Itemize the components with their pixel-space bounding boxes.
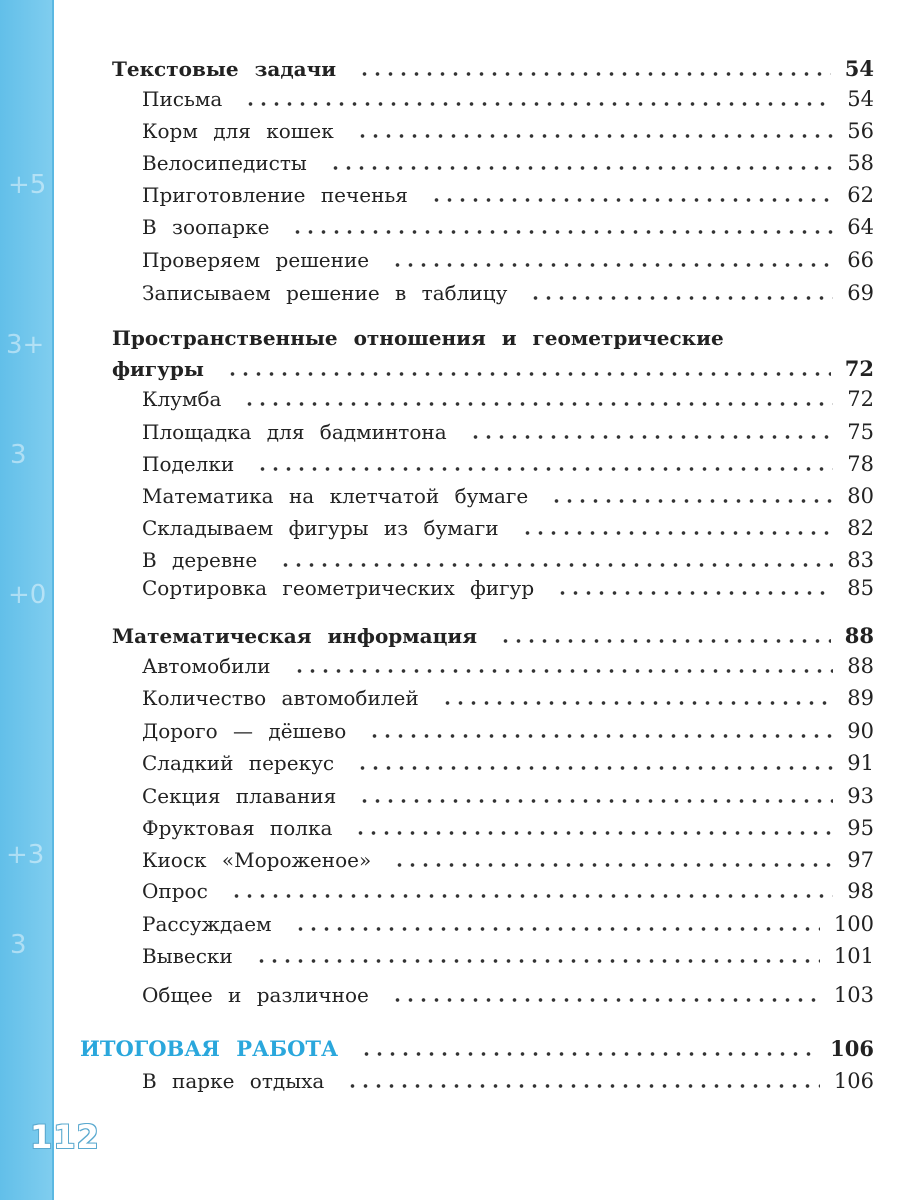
- toc-page-number: 64: [847, 215, 874, 239]
- toc-item[interactable]: [142, 281, 874, 305]
- toc-item-title: Рассуждаем: [142, 912, 272, 936]
- toc-item-title: В зоопарке: [142, 215, 270, 239]
- toc-item-title: В парке отдыха: [142, 1069, 325, 1093]
- toc-item[interactable]: [142, 848, 874, 872]
- strip-glyph: +0: [8, 580, 47, 610]
- toc-item[interactable]: [142, 119, 874, 143]
- toc-page-number: 54: [847, 87, 874, 111]
- toc-item[interactable]: [142, 215, 874, 239]
- toc-item-title: Сладкий перекус: [142, 751, 335, 775]
- dot-leader: [360, 1052, 816, 1056]
- toc-item[interactable]: [142, 983, 874, 1007]
- toc-item[interactable]: [142, 183, 874, 207]
- toc-section-text-problems[interactable]: [112, 56, 874, 81]
- toc-page-number: 101: [833, 944, 874, 968]
- toc-page-number: 97: [847, 848, 874, 872]
- toc-item-title: Автомобили: [142, 654, 271, 678]
- toc-item[interactable]: [142, 387, 874, 411]
- page-number: 112: [30, 1118, 100, 1156]
- toc-item-title: Фруктовая полка: [142, 816, 333, 840]
- dot-leader: [368, 734, 833, 738]
- dot-leader: [358, 72, 831, 76]
- toc-item-title: Площадка для бадминтона: [142, 420, 447, 444]
- toc-page-number: 80: [847, 484, 874, 508]
- toc-item-title: Киоск «Мороженое»: [142, 848, 372, 872]
- toc-page-number: 78: [847, 452, 874, 476]
- toc-section-title-line2: фигуры: [112, 357, 204, 381]
- toc-item[interactable]: [142, 1069, 874, 1093]
- toc-section-title: Математическая информация: [112, 624, 478, 648]
- toc-item-title: Поделки: [142, 452, 235, 476]
- dot-leader: [243, 402, 833, 406]
- dot-leader: [354, 831, 833, 835]
- toc-item[interactable]: [142, 816, 874, 840]
- toc-page-number: 98: [847, 879, 874, 903]
- toc-item-title: Вывески: [142, 944, 233, 968]
- toc-item[interactable]: [142, 912, 874, 936]
- strip-glyph: 3+: [6, 330, 45, 360]
- dot-leader: [358, 799, 833, 803]
- toc-page-number: 75: [847, 420, 874, 444]
- toc-item[interactable]: [142, 516, 874, 540]
- dot-leader: [550, 499, 833, 503]
- dot-leader: [469, 435, 834, 439]
- toc-page-number: 106: [830, 1036, 874, 1061]
- toc-item[interactable]: [142, 751, 874, 775]
- toc-item-title: Проверяем решение: [142, 248, 370, 272]
- dot-leader: [226, 372, 831, 376]
- toc-item[interactable]: [142, 151, 874, 175]
- toc-section-math-info[interactable]: [112, 623, 874, 648]
- toc-item-title: Секция плавания: [142, 784, 337, 808]
- strip-glyph: 3: [10, 930, 27, 960]
- toc-item-title: Количество автомобилей: [142, 686, 419, 710]
- toc-page-number: 100: [833, 912, 874, 936]
- toc-item[interactable]: [142, 248, 874, 272]
- toc-item-title: Письма: [142, 87, 223, 111]
- toc-page-number: 85: [847, 576, 874, 600]
- toc-section-title-line1: Пространственные отношения и геометрические: [112, 326, 724, 350]
- toc-page-number: 90: [847, 719, 874, 743]
- toc-item[interactable]: [142, 686, 874, 710]
- toc-page-number: 106: [833, 1069, 874, 1093]
- dot-leader: [329, 166, 833, 170]
- dot-leader: [391, 998, 820, 1002]
- toc-page-number: 88: [844, 623, 874, 648]
- toc-page-number: 62: [847, 183, 874, 207]
- toc-item-title: Складываем фигуры из бумаги: [142, 516, 499, 540]
- toc-item-title: Сортировка геометрических фигур: [142, 576, 535, 600]
- toc-item[interactable]: [142, 784, 874, 808]
- toc-item-title: Опрос: [142, 879, 208, 903]
- toc-item-title: В деревне: [142, 548, 258, 572]
- toc-item[interactable]: [142, 452, 874, 476]
- toc-item[interactable]: [142, 944, 874, 968]
- toc-page-number: 54: [844, 56, 874, 81]
- dot-leader: [393, 863, 833, 867]
- toc-page-number: 72: [844, 356, 874, 381]
- strip-glyph: 3: [10, 440, 27, 470]
- toc-item[interactable]: [142, 548, 874, 572]
- toc-item-title: Корм для кошек: [142, 119, 334, 143]
- toc-page-number: 66: [847, 248, 874, 272]
- toc-item-title: Велосипедисты: [142, 151, 307, 175]
- dot-leader: [430, 198, 833, 202]
- toc-item[interactable]: [142, 719, 874, 743]
- toc-page-number: 58: [847, 151, 874, 175]
- toc-section-final-test[interactable]: [80, 1036, 874, 1061]
- dot-leader: [279, 563, 833, 567]
- toc-item-title: Приготовление печенья: [142, 183, 408, 207]
- dot-leader: [256, 467, 833, 471]
- toc-item-title: Клумба: [142, 387, 222, 411]
- toc-page-number: 91: [847, 751, 874, 775]
- dot-leader: [556, 591, 833, 595]
- strip-glyph: +3: [6, 840, 45, 870]
- toc-page-number: 72: [847, 387, 874, 411]
- dot-leader: [441, 701, 834, 705]
- toc-page-number: 95: [847, 816, 874, 840]
- toc-page-number: 89: [847, 686, 874, 710]
- dot-leader: [291, 230, 833, 234]
- toc-item[interactable]: [142, 879, 874, 903]
- strip-glyph: +5: [8, 170, 47, 200]
- toc-item[interactable]: [142, 576, 874, 600]
- dot-leader: [255, 959, 820, 963]
- toc-item[interactable]: [142, 87, 874, 111]
- toc-item-title: Математика на клетчатой бумаге: [142, 484, 529, 508]
- toc-section-geometry[interactable]: [112, 356, 874, 381]
- toc-page-number: 93: [847, 784, 874, 808]
- dot-leader: [244, 102, 833, 106]
- toc-item[interactable]: [142, 484, 874, 508]
- toc-page-number: 83: [847, 548, 874, 572]
- toc-item[interactable]: [142, 420, 874, 444]
- dot-leader: [294, 927, 820, 931]
- toc-page-number: 56: [847, 119, 874, 143]
- toc-item-title: Записываем решение в таблицу: [142, 281, 508, 305]
- dot-leader: [293, 669, 834, 673]
- toc-item-title: Дорого — дёшево: [142, 719, 347, 743]
- toc-page-number: 88: [847, 654, 874, 678]
- dot-leader: [230, 894, 833, 898]
- toc-section-title: ИТОГОВАЯ РАБОТА: [80, 1036, 339, 1061]
- toc-item-title: Общее и различное: [142, 983, 369, 1007]
- toc-section-title: Текстовые задачи: [112, 57, 337, 81]
- dot-leader: [499, 639, 831, 643]
- dot-leader: [356, 134, 834, 138]
- dot-leader: [356, 766, 833, 770]
- dot-leader: [521, 531, 834, 535]
- toc-page-number: 103: [833, 983, 874, 1007]
- dot-leader: [391, 263, 833, 267]
- dot-leader: [529, 296, 833, 300]
- dot-leader: [346, 1084, 820, 1088]
- toc-item[interactable]: [142, 654, 874, 678]
- toc-page-number: 69: [847, 281, 874, 305]
- toc-page-number: 82: [847, 516, 874, 540]
